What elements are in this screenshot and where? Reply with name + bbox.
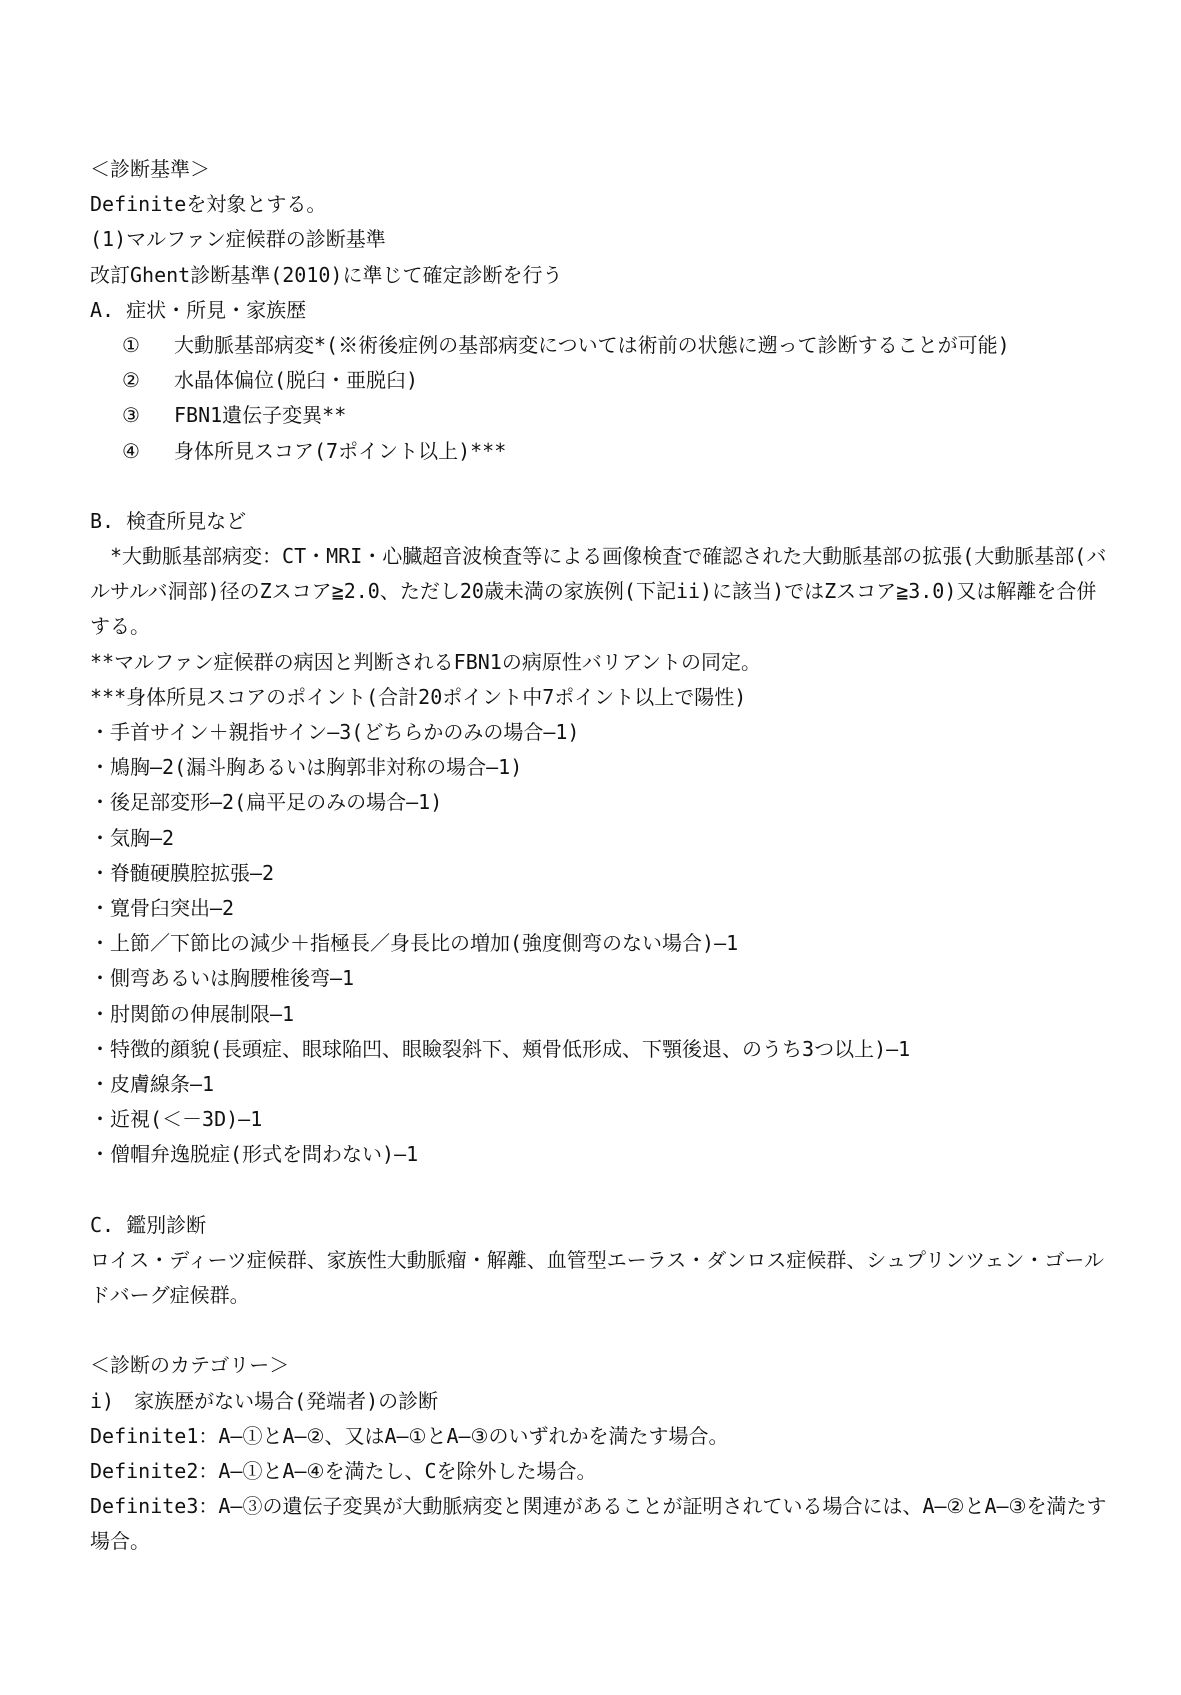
criteria-item <box>90 398 1110 433</box>
criteria-item-number: ① <box>122 332 140 357</box>
category-item: Definite1：A―①とA―②、又はA―①とA―③のいずれかを満たす場合。 <box>90 1423 729 1448</box>
criteria-item <box>90 363 1110 398</box>
score-item: ・側弯あるいは胸腰椎後弯―1 <box>90 966 355 991</box>
section-a-title: A. 症状・所見・家族歴 <box>90 297 307 322</box>
criteria-item <box>90 434 1110 469</box>
category-heading: ＜診断のカテゴリー＞ <box>90 1353 290 1378</box>
definite-target-text: Definiteを対象とする。 <box>90 192 327 217</box>
score-item: ・寛骨臼突出―2 <box>90 895 235 920</box>
score-item: ・鳩胸―2(漏斗胸あるいは胸郭非対称の場合―1) <box>90 755 523 780</box>
score-item: ・後足部変形―2(扁平足のみの場合―1) <box>90 790 443 815</box>
criteria-item-text: 大動脈基部病変*(※術後症例の基部病変については術前の状態に遡って診断することが可能) <box>174 332 1010 357</box>
score-list <box>90 715 1110 1172</box>
category-item: Definite2：A―①とA―④を満たし、Cを除外した場合。 <box>90 1459 597 1484</box>
section-c-title: C. 鑑別診断 <box>90 1212 207 1237</box>
differential-diagnosis-text: ロイス・ディーツ症候群、家族性大動脈瘤・解離、血管型エーラス・ダンロス症候群、シュプリンツェン・ゴールドバーグ症候群。 <box>90 1247 1104 1308</box>
document-body <box>90 152 1110 1560</box>
score-item: ・脊髄硬膜腔拡張―2 <box>90 860 275 885</box>
spacer <box>90 469 1110 504</box>
score-item: ・肘関節の伸展制限―1 <box>90 1001 295 1026</box>
score-item: ・皮膚線条―1 <box>90 1071 215 1096</box>
category-subheading: i) 家族歴がない場合(発端者)の診断 <box>90 1388 439 1413</box>
criteria-item <box>90 328 1110 363</box>
category-item: Definite3：A―③の遺伝子変異が大動脈病変と関連があることが証明されている場合には、A―②とA―③を満たす場合。 <box>90 1494 1107 1554</box>
ghent-criteria-text: 改訂Ghent診断基準(2010)に準じて確定診断を行う <box>90 262 563 287</box>
criteria-item-text: 水晶体偏位(脱臼・亜脱臼) <box>174 368 419 393</box>
criteria-item-number: ② <box>122 368 140 393</box>
section-a-list <box>90 328 1110 469</box>
spacer <box>90 1172 1110 1207</box>
score-item: ・特徴的顔貌(長頭症、眼球陥凹、眼瞼裂斜下、頬骨低形成、下顎後退、のうち3つ以上)―1 <box>90 1036 911 1061</box>
score-item: ・僧帽弁逸脱症(形式を問わない)―1 <box>90 1142 419 1167</box>
criteria-item-number: ④ <box>122 438 140 463</box>
score-item: ・気胸―2 <box>90 825 175 850</box>
aortic-root-note: *大動脈基部病変：CT・MRI・心臓超音波検査等による画像検査で確認された大動脈基部の拡張(大動脈基部(バルサルバ洞部)径のZスコア≧2.0、ただし20歳未満の家族例(下記ii)に該当)ではZスコア≧3.0)又は解離を合併する。 <box>90 544 1107 639</box>
criteria-item-text: FBN1遺伝子変異** <box>174 403 347 428</box>
section-b-title: B. 検査所見など <box>90 508 247 533</box>
criteria-item-text: 身体所見スコア(7ポイント以上)*** <box>174 438 507 463</box>
score-note: ***身体所見スコアのポイント(合計20ポイント中7ポイント以上で陽性) <box>90 684 747 709</box>
fbn1-note: **マルファン症候群の病因と判断されるFBN1の病原性バリアントの同定。 <box>90 649 762 674</box>
score-item: ・近視(＜－3D)―1 <box>90 1107 263 1132</box>
criteria-item-number: ③ <box>122 403 140 428</box>
criteria-heading: ＜診断基準＞ <box>90 157 210 181</box>
score-item: ・手首サイン＋親指サイン―3(どちらかのみの場合―1) <box>90 720 580 745</box>
score-item: ・上節／下節比の減少＋指極長／身長比の増加(強度側弯のない場合)―1 <box>90 931 739 956</box>
spacer <box>90 1313 1110 1348</box>
marfan-criteria-title: (1)マルファン症候群の診断基準 <box>90 227 386 252</box>
